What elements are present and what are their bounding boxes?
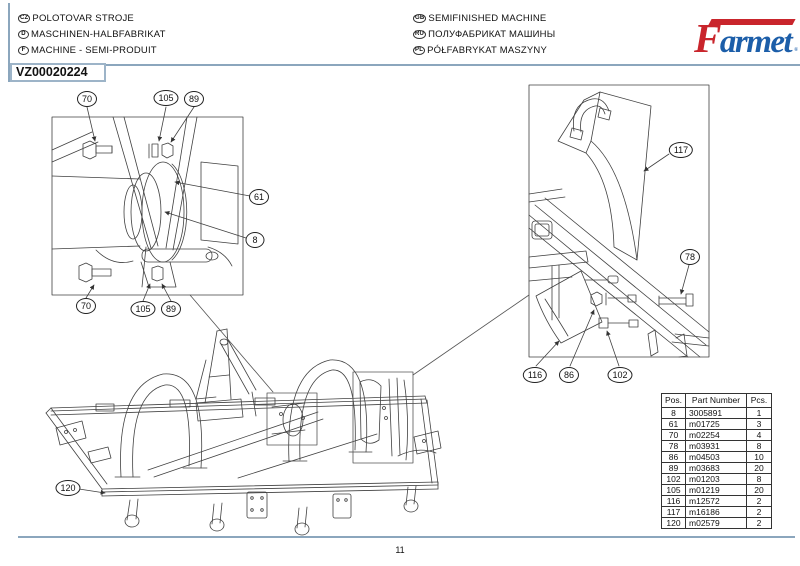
frame-beam [529, 198, 709, 357]
col-header-part-number: Part Number [686, 394, 747, 408]
part-number-cell: m02254 [686, 430, 747, 441]
part-number-cell: m01203 [686, 474, 747, 485]
country-code-badge: GB [415, 15, 425, 21]
callout-89: 89 [184, 91, 204, 107]
support-arms [52, 117, 197, 250]
callout-102: 102 [607, 367, 632, 383]
pcs-cell: 2 [747, 518, 772, 529]
part-number-cell: 3005891 [686, 408, 747, 419]
pos-cell: 116 [662, 496, 686, 507]
top-nut [149, 143, 173, 158]
table-row [662, 496, 772, 507]
bottom-bolt [79, 263, 111, 282]
parts-table [661, 393, 772, 529]
pcs-cell: 2 [747, 507, 772, 518]
callout-105: 105 [153, 90, 178, 106]
registered-trademark-mark: ® [794, 48, 798, 53]
pcs-cell: 3 [747, 419, 772, 430]
table-row [662, 485, 772, 496]
mount-plates [247, 492, 351, 518]
detail-b-contents [360, 378, 408, 460]
pos-cell: 117 [662, 507, 686, 518]
language-label: MASCHINEN-HALBFABRIKAT [31, 28, 166, 40]
drawing-number-box: VZ00020224 [10, 63, 106, 82]
table-row [662, 518, 772, 529]
pos-cell: 61 [662, 419, 686, 430]
lower-shield [536, 271, 602, 343]
part-number-cell: m03683 [686, 463, 747, 474]
leader-lines [536, 154, 689, 366]
part-number-cell: m01219 [686, 485, 747, 496]
country-code-badge: F [18, 46, 29, 55]
pcs-cell: 20 [747, 463, 772, 474]
pos-cell: 102 [662, 474, 686, 485]
callout-86: 86 [559, 367, 579, 383]
pos-cell: 89 [662, 463, 686, 474]
arch-supports [115, 360, 372, 477]
country-code-badge: D [18, 30, 29, 39]
col-header-pos: Pos. [662, 394, 686, 408]
table-row [662, 507, 772, 518]
pcs-cell: 8 [747, 441, 772, 452]
part-number-cell: m12572 [686, 496, 747, 507]
pos-cell: 8 [662, 408, 686, 419]
pos-cell: 105 [662, 485, 686, 496]
language-label: PÓŁFABRYKAT MASZYNY [427, 44, 548, 56]
cross-braces [148, 412, 377, 478]
language-label: MACHINE - SEMI-PRODUIT [31, 44, 157, 56]
hitch-mast [196, 329, 256, 421]
part-number-cell: m01725 [686, 419, 747, 430]
page-number: 11 [395, 545, 405, 555]
right-detail-drawing [529, 85, 709, 366]
leader-lines [79, 489, 105, 493]
pcs-cell: 10 [747, 452, 772, 463]
language-label: SEMIFINISHED MACHINE [428, 12, 547, 24]
pos-cell: 120 [662, 518, 686, 529]
language-label: POLOTOVAR STROJE [32, 12, 134, 24]
bottom-linkage [141, 247, 232, 287]
table-header-row [662, 394, 772, 408]
country-code-badge: RU [415, 31, 425, 37]
table-row [662, 474, 772, 485]
main-assembly-drawing [46, 295, 529, 535]
pos-cell: 78 [662, 441, 686, 452]
table-row [662, 419, 772, 430]
parts-table-body [662, 408, 772, 529]
casters [125, 486, 418, 535]
callout-8: 8 [246, 232, 265, 248]
pcs-cell: 2 [747, 496, 772, 507]
side-plate [201, 162, 238, 244]
table-row [662, 463, 772, 474]
end-brackets [56, 421, 441, 463]
table-row [662, 430, 772, 441]
detail-connector-lines [190, 295, 529, 392]
pcs-cell: 8 [747, 474, 772, 485]
table-row [662, 441, 772, 452]
left-detail-drawing [52, 107, 250, 301]
table-row [662, 408, 772, 419]
callout-120: 120 [55, 480, 80, 496]
part-number-cell: m03931 [686, 441, 747, 452]
logo-text: Farmet [694, 15, 792, 61]
callout-89: 89 [161, 301, 181, 317]
top-bolt [83, 141, 112, 159]
col-header-pcs: Pcs. [747, 394, 772, 408]
callout-70: 70 [77, 91, 97, 107]
country-code-badge: CZ [20, 15, 29, 21]
country-code-badge: PL [415, 47, 424, 53]
pos-cell: 86 [662, 452, 686, 463]
callout-61: 61 [249, 189, 269, 205]
part-number-cell: m16186 [686, 507, 747, 518]
pcs-cell: 1 [747, 408, 772, 419]
part-number-cell: m04503 [686, 452, 747, 463]
part-number-cell: m02579 [686, 518, 747, 529]
callout-117: 117 [669, 142, 693, 158]
callout-70: 70 [76, 298, 96, 314]
pcs-cell: 20 [747, 485, 772, 496]
callout-78: 78 [680, 249, 700, 265]
callout-116: 116 [523, 367, 547, 383]
language-label: ПОЛУФАБРИКАТ МАШИНЫ [428, 28, 556, 40]
pos-cell: 70 [662, 430, 686, 441]
callout-105: 105 [130, 301, 155, 317]
pcs-cell: 4 [747, 430, 772, 441]
table-row [662, 452, 772, 463]
